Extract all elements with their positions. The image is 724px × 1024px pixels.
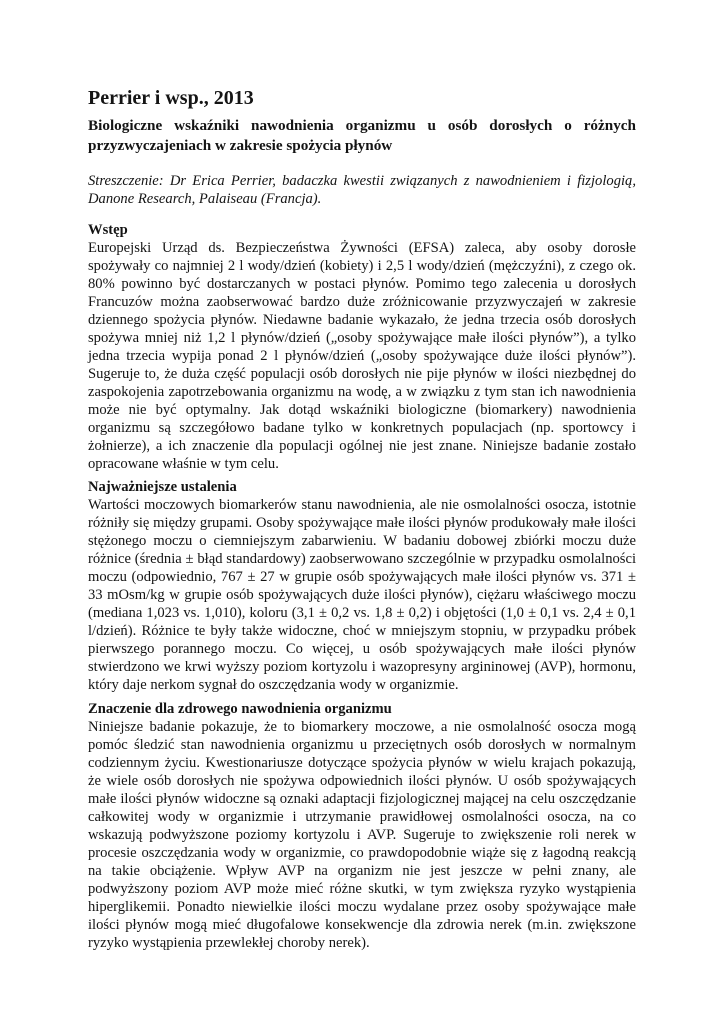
section-introduction	[88, 221, 636, 473]
section-body: Wartości moczowych biomarkerów stanu nawodnienia, ale nie osmolalności osocza, istotnie różniły się między grupami. Osoby spożywające małe ilości płynów produkowały małe ilości stężonego moczu o ciemniejszym zabarwieniu. W badaniu dobowej zbiórki moczu duże różnice (średnia ± błąd standardowy) zaobserwowano szczególnie w przypadku osmolalności moczu (odpowiednio, 767 ± 27 w grupie osób spożywających małe ilości płynów vs. 371 ± 33 mOsm/kg w grupie osób spożywających duże ilości płynów), ciężaru właściwego moczu (mediana 1,023 vs. 1,010), koloru (3,1 ± 0,2 vs. 1,8 ± 0,2) i objętości (1,0 ± 0,1 vs. 2,4 ± 0,1 l/dzień). Różnice te były także widoczne, choć w mniejszym stopniu, w przypadku próbek pierwszego porannego moczu. Co więcej, u osób spożywających małe ilości płynów stwierdzono we krwi wyższy poziom kortyzolu i wazopresyny argininowej (AVP), hormonu, który daje nerkom sygnał do oszczędzania wody w organizmie.	[88, 497, 636, 693]
section-body: Niniejsze badanie pokazuje, że to biomarkery moczowe, a nie osmolalność osocza mogą pomóc śledzić stan nawodnienia organizmu u przeciętnych osób dorosłych w normalnym codziennym życiu. Kwestionariusze dotyczące spożycia płynów w wielu krajach pokazują, że wiele osób dorosłych nie spożywa odpowiednich ilości płynów. U osób spożywających małe ilości płynów widoczne są oznaki adaptacji fizjologicznej mającej na celu oszczędzanie całkowitej wody w organizmie i utrzymanie prawidłowej osmolalności osocza, na co wskazują podwyższone poziomy kortyzolu i AVP. Sugeruje to zwiększenie roli nerek w procesie oszczędzania wody w organizmie, co prawdopodobnie wiąże się z łagodną reakcją na takie obciążenie. Wpływ AVP na organizm nie jest jeszcze w pełni znany, ale podwyższony poziom AVP może mieć różne skutki, w tym zwiększa ryzyko wystąpienia hiperglikemii. Ponadto niewielkie ilości moczu wydalane przez osoby spożywające małe ilości płynów mogą mieć długofalowe konsekwencje dla zdrowia nerek (m.in. zwiększone ryzyko wystąpienia przewlekłej choroby nerek).	[88, 719, 636, 951]
document-title: Perrier i wsp., 2013	[88, 87, 254, 109]
section-health-significance	[88, 700, 636, 952]
section-heading: Wstęp	[88, 222, 128, 238]
section-body: Europejski Urząd ds. Bezpieczeństwa Żywności (EFSA) zaleca, aby osoby dorosłe spożywały co najmniej 2 l wody/dzień (kobiety) i 2,5 l wody/dzień (mężczyźni), z czego ok. 80% powinno być dostarczanych w postaci płynów. Pomimo tego zalecenia u dorosłych Francuzów można zaobserwować bardzo duże zróżnicowanie przyzwyczajeń w zakresie dziennego spożycia płynów. Niedawne badanie wykazało, że jedna trzecia osób dorosłych spożywa mniej niż 1,2 l płynów/dzień („osoby spożywające małe ilości płynów”), a tylko jedna trzecia wypija ponad 2 l płynów/dzień („osoby spożywające duże ilości płynów”). Sugeruje to, że duża część populacji osób dorosłych nie pije płynów w ilości niezbędnej do zaspokojenia zapotrzebowania organizmu na wodę, a w związku z tym stan ich nawodnienia może nie być optymalny. Jak dotąd wskaźniki biologiczne (biomarkery) nawodnienia organizmu są szczegółowo badane tylko w konkretnych populacjach (np. sportowcy i żołnierze), a ich znaczenie dla populacji ogólnej nie jest znane. Niniejsze badanie zostało opracowane właśnie w tym celu.	[88, 240, 636, 472]
section-key-findings	[88, 478, 636, 694]
section-heading: Najważniejsze ustalenia	[88, 479, 237, 495]
document-subtitle: Biologiczne wskaźniki nawodnienia organizmu u osób dorosłych o różnych przyzwyczajeniach w zakresie spożycia płynów	[88, 117, 636, 154]
summary-note: Streszczenie: Dr Erica Perrier, badaczka kwestii związanych z nawodnieniem i fizjologią, Danone Research, Palaiseau (Francja).	[88, 173, 636, 207]
section-heading: Znaczenie dla zdrowego nawodnienia organizmu	[88, 701, 392, 717]
